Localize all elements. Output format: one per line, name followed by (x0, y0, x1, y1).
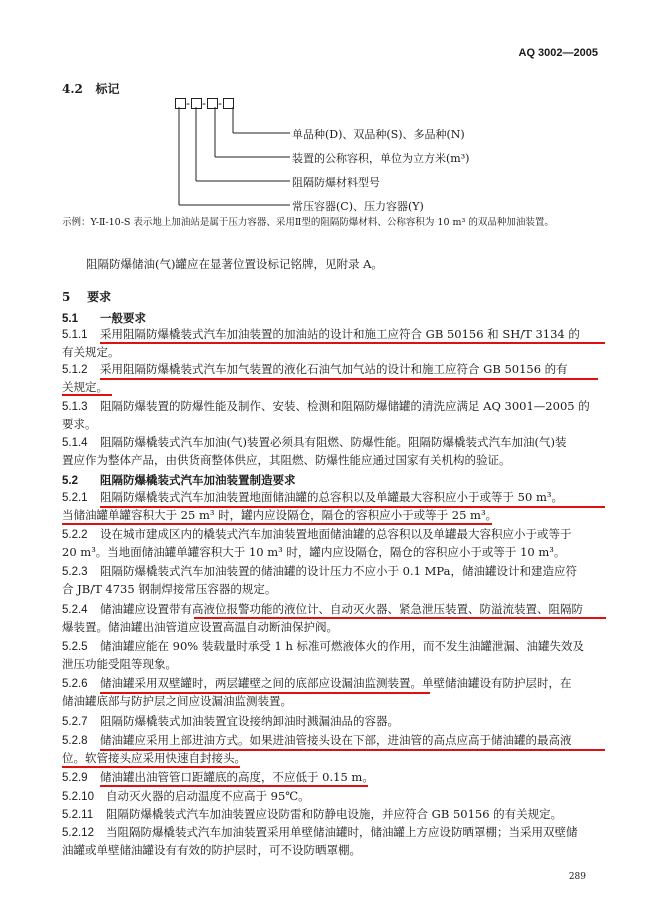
clause-line: 20 m³。当地面储油罐单罐容积大于 10 m³ 时，罐内应设隔仓，隔仓的容积应小于或等于 10 m³。 (62, 544, 566, 559)
clause-line: 油罐或单壁储油罐设有有效的防护层时，可不设防晒罩棚。 (62, 842, 361, 857)
clause-line: 阻隔防爆橇装式加油装置宜设接纳卸油时溅漏油品的容器。 (100, 714, 399, 728)
red-underline (62, 394, 112, 396)
code-dash: - (202, 96, 207, 110)
clause-line: 要求。 (62, 416, 97, 431)
clause-line: 设在城市建成区内的橇装式汽车加油装置地面储油罐的总容积以及单罐最大容积应小于或等于 (100, 527, 572, 541)
red-underline (100, 749, 605, 751)
clause-5-1-4 (62, 434, 614, 468)
clause-number: 5.1.3 (62, 401, 88, 413)
clause-line: 位。软管接头应采用快速自封接头。 (62, 750, 246, 765)
clause-number: 5.2.12 (62, 827, 94, 839)
clause-line: 采用阻隔防爆橇装式汽车加气装置的液化石油气加气站的设计和施工应符合 GB 50156 的有 (100, 362, 568, 376)
clause-line: 自动灭火器的启动温度不应高于 95℃。 (106, 789, 310, 803)
clause-line: 储油罐应采用上部进油方式。如果进油管接头设在下部，进油管的高点应高于储油罐的最高液 (100, 733, 572, 747)
red-underline (62, 523, 492, 525)
clause-line: 有关规定。 (62, 344, 120, 359)
clause-5-2-3 (62, 563, 614, 597)
clause-number: 5.1.2 (62, 364, 88, 376)
clause-number: 5.2.9 (62, 772, 88, 784)
clause-5-2-7 (62, 713, 614, 731)
legend-variety: 单品种(D)、双品种(S)、多品种(N) (292, 128, 465, 141)
clause-number: 5.1.4 (62, 437, 88, 449)
clause-5-2-12 (62, 824, 614, 858)
clause-number: 5.2.2 (62, 529, 88, 541)
section-number: 5.1 (62, 313, 78, 325)
red-underline (100, 506, 605, 508)
clause-5-2-9 (62, 769, 614, 787)
section-title: 一般要求 (100, 311, 146, 325)
section-title: 要求 (87, 290, 112, 304)
clause-number: 5.2.10 (62, 791, 94, 803)
red-underline (194, 617, 606, 619)
legend-volume: 装置的公称容积，单位为立方米(m³) (292, 152, 470, 165)
section-4-2-heading (62, 80, 119, 97)
clause-line: 储油罐出油管管口距罐底的高度，不应低于 0.15 m。 (100, 770, 374, 784)
clause-line: 阻隔防爆橇装式汽车加油(气)装置必须具有阻燃、防爆性能。阻隔防爆橇装式汽车加油(气)装 (100, 435, 567, 449)
clause-5-2-11 (62, 806, 614, 824)
clause-line: 阻隔防爆橇装式汽车加油装置的储油罐的设计压力不应小于 0.1 MPa，储油罐设计和建造应符 (100, 564, 577, 578)
clause-number: 5.2.6 (62, 678, 88, 690)
red-underline (100, 785, 368, 787)
section-number: 5 (62, 290, 71, 304)
example-note: 示例：Y-Ⅱ-10-S 表示地上加油站是属于压力容器、采用Ⅱ型的阻隔防爆材料、公称容积为 10 m³ 的双品种加油装置。 (62, 217, 554, 228)
section-5-1-heading (62, 310, 146, 326)
clause-number: 5.2.4 (62, 604, 88, 616)
section-title: 标记 (95, 82, 120, 96)
red-underline (100, 342, 605, 344)
clause-number: 5.2.11 (62, 809, 94, 821)
section-5-2-heading (62, 472, 296, 488)
clause-5-2-2 (62, 526, 614, 560)
clause-line: 当储油罐单罐容积大于 25 m³ 时，罐内应设隔仓，隔仓的容积应小于或等于 25 m³。 (62, 507, 498, 522)
clause-line: 置应作为整体产品，由供货商整体供应，其阻燃、防爆性能应通过国家有关机构的验证。 (62, 452, 511, 467)
clause-line: 储油罐应设置带有高液位报警功能的液位计、自动灭火器、紧急泄压装置、防溢流装置、阻隔防 (100, 602, 583, 616)
red-underline (100, 692, 430, 694)
clause-number: 5.1.1 (62, 329, 88, 341)
page-number: 289 (568, 872, 586, 882)
legend-vessel-type: 常压容器(C)、压力容器(Y) (292, 200, 424, 213)
clause-line: 泄压功能受阻等现象。 (62, 656, 177, 671)
clause-number: 5.2.5 (62, 641, 88, 653)
red-underline (100, 378, 598, 380)
clause-number: 5.2.8 (62, 735, 88, 747)
red-underline (62, 766, 240, 768)
section-number: 4.2 (62, 82, 83, 96)
clause-line: 关规定。 (62, 379, 108, 394)
clause-line: 储油罐底部与防护层之间应设漏油监测装置。 (62, 693, 292, 708)
marking-leader-lines (170, 105, 300, 210)
code-dash: - (186, 96, 191, 110)
clause-line: 阻隔防爆橇装式汽车加油装置地面储油罐的总容积以及单罐最大容积应小于或等于 50 m³。 (100, 490, 563, 504)
clause-5-2-5 (62, 638, 614, 672)
clause-line: 阻隔防爆橇装式汽车加油装置应设防雷和防静电设施，并应符合 GB 50156 的有关规定。 (106, 807, 563, 821)
clause-line: 阻隔防爆装置的防爆性能及制作、安装、检测和阻隔防爆储罐的清洗应满足 AQ 3001—2005 的 (100, 399, 590, 413)
section-5-heading (62, 288, 111, 305)
clause-number: 5.2.3 (62, 566, 88, 578)
clause-line: 合 JB/T 4735 钢制焊接常压容器的规定。 (62, 581, 277, 596)
clause-number: 5.2.7 (62, 716, 88, 728)
clause-number: 5.2.1 (62, 492, 88, 504)
clause-line: 储油罐采用双壁罐时，两层罐壁之间的底部应设漏油监测装置。单壁储油罐设有防护层时，在 (100, 676, 572, 690)
section-number: 5.2 (62, 475, 78, 487)
clause-line: 爆装置。储油罐出油管道应设置高温自动断油保护阀。 (62, 619, 338, 634)
clause-5-2-10 (62, 788, 614, 806)
nameplate-paragraph: 阻隔防爆储油(气)罐应在显著位置设标记铭牌，见附录 A。 (86, 257, 383, 271)
section-title: 阻隔防爆橇装式汽车加油装置制造要求 (100, 473, 296, 487)
clause-line: 采用阻隔防爆橇装式汽车加油装置的加油站的设计和施工应符合 GB 50156 和 SH/T 3134 的 (100, 327, 580, 341)
code-dash: - (218, 96, 223, 110)
clause-line: 当阻隔防爆橇装式汽车加油装置采用单壁储油罐时，储油罐上方应设防晒罩棚；当采用双壁储 (106, 825, 578, 839)
legend-material: 阻隔防爆材料型号 (292, 176, 380, 189)
clause-5-1-3 (62, 398, 614, 432)
document-code: AQ 3002—2005 (518, 47, 598, 59)
clause-line: 储油罐应能在 90% 装载量时承受 1 h 标准可燃液体火的作用，而不发生油罐泄漏、油罐失效及 (100, 639, 585, 653)
